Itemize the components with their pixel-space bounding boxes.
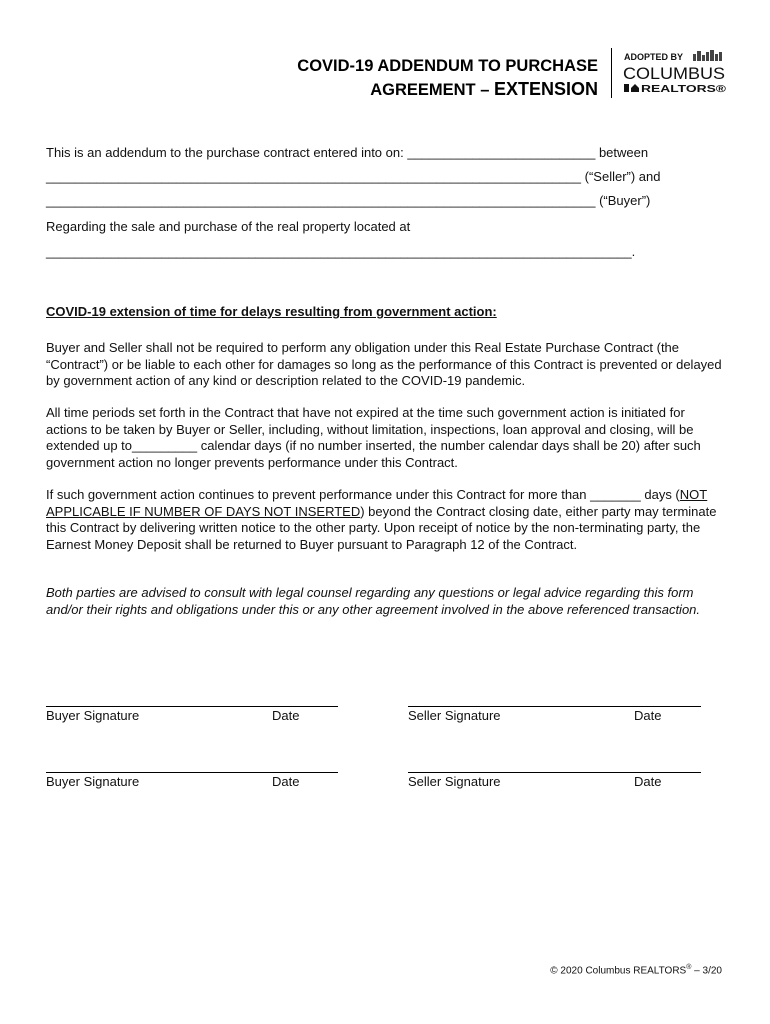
contract-date-field[interactable]: __________________________ [407, 145, 596, 160]
paragraph-2-b: calendar days (if no number inserted, the number calendar days shall be 20) after such government action no longer prevents performance under this Contract. [46, 438, 701, 470]
logo-realtors: REALTORS® [641, 83, 727, 95]
buyer-signature-line-2[interactable] [46, 772, 338, 773]
paragraph-1: Buyer and Seller shall not be required to perform any obligation under this Real Estate Purchase Contract (the “Contract”) or be liable to each other for damages so long as the performance of this Contract is prevented or delayed by government action of any kind or description related to the COVID-19 pandemic. [46, 340, 722, 388]
header-divider [611, 48, 612, 98]
termination-days-field[interactable]: _______ [590, 487, 641, 502]
seller-name-field[interactable]: __________________________________________________________________________ [46, 169, 582, 184]
columbus-realtors-logo [623, 50, 733, 96]
footer-copyright [550, 964, 722, 976]
buyer-signature-label-2: Buyer Signature [46, 774, 140, 789]
seller-date-label-1: Date [634, 708, 662, 723]
seller-signature-label-1: Seller Signature [408, 708, 501, 723]
intro-between: between [595, 145, 649, 160]
intro-line-1 [46, 145, 648, 160]
seller-signature-label-2: Seller Signature [408, 774, 501, 789]
section-heading: COVID-19 extension of time for delays resulting from government action: [46, 304, 497, 319]
logo-columbus: COLUMBUS [623, 64, 725, 83]
buyer-signature-label-1: Buyer Signature [46, 708, 140, 723]
paragraph-3 [46, 487, 726, 553]
footer-text-b: – 3/20 [691, 965, 722, 977]
intro-line-3 [46, 193, 650, 208]
title-line-1: COVID-19 ADDENDUM TO PURCHASE [297, 57, 598, 75]
seller-signature-line-1[interactable] [408, 706, 701, 707]
extension-days-field[interactable]: _________ [132, 438, 198, 453]
seller-date-label-2: Date [634, 774, 662, 789]
document-title [218, 55, 598, 102]
realtor-house-icon [624, 84, 639, 92]
paragraph-3-a: If such government action continues to prevent performance under this Contract for more than [46, 487, 591, 502]
title-line-2-a: AGREEMENT – [370, 81, 494, 99]
skyline-icon [693, 50, 722, 61]
buyer-name-field[interactable]: ____________________________________________________________________________ [46, 193, 596, 208]
buyer-date-label-1: Date [272, 708, 300, 723]
paragraph-2-a: All time periods set forth in the Contract that have not expired at the time such government action is initiated for actions to be taken by Buyer or Seller, including, without limitation, inspections, loan approval and closing, will be extended up to [46, 405, 694, 453]
title-extension: EXTENSION [493, 79, 598, 99]
paragraph-3-b: days ( [640, 487, 680, 502]
footer-registered-mark: ® [686, 964, 692, 971]
intro-text: This is an addendum to the purchase contract entered into on: [46, 145, 408, 160]
logo-adopted-by: ADOPTED BY [624, 52, 684, 62]
property-address-field[interactable]: _________________________________________________________________________________. [46, 244, 636, 259]
legal-counsel-note: Both parties are advised to consult with legal counsel regarding any questions or legal advice regarding this form and/or their rights and obligations under this or any other agreement involved in the above referenced transaction. [46, 585, 701, 617]
seller-signature-line-2[interactable] [408, 772, 701, 773]
seller-label: (“Seller”) and [581, 169, 661, 184]
intro-line-2 [46, 169, 661, 184]
footer-text-a: © 2020 Columbus REALTORS [550, 965, 687, 977]
paragraph-2 [46, 405, 726, 471]
paragraph-3-c: ) beyond the Contract closing date, either party may terminate this Contract by delivering written notice to the other party. Upon receipt of notice by the non-terminating party, the Earnest Money Deposit shall be returned to Buyer pursuant to Paragraph 12 of the Contract. [46, 503, 717, 552]
buyer-label: (“Buyer”) [595, 193, 651, 208]
title-line-2 [218, 78, 598, 102]
not-applicable-note: NOT APPLICABLE IF NUMBER OF DAYS NOT INSERTED [46, 487, 708, 519]
buyer-signature-line-1[interactable] [46, 706, 338, 707]
buyer-date-label-2: Date [272, 774, 300, 789]
intro-line-4: Regarding the sale and purchase of the real property located at [46, 219, 411, 234]
